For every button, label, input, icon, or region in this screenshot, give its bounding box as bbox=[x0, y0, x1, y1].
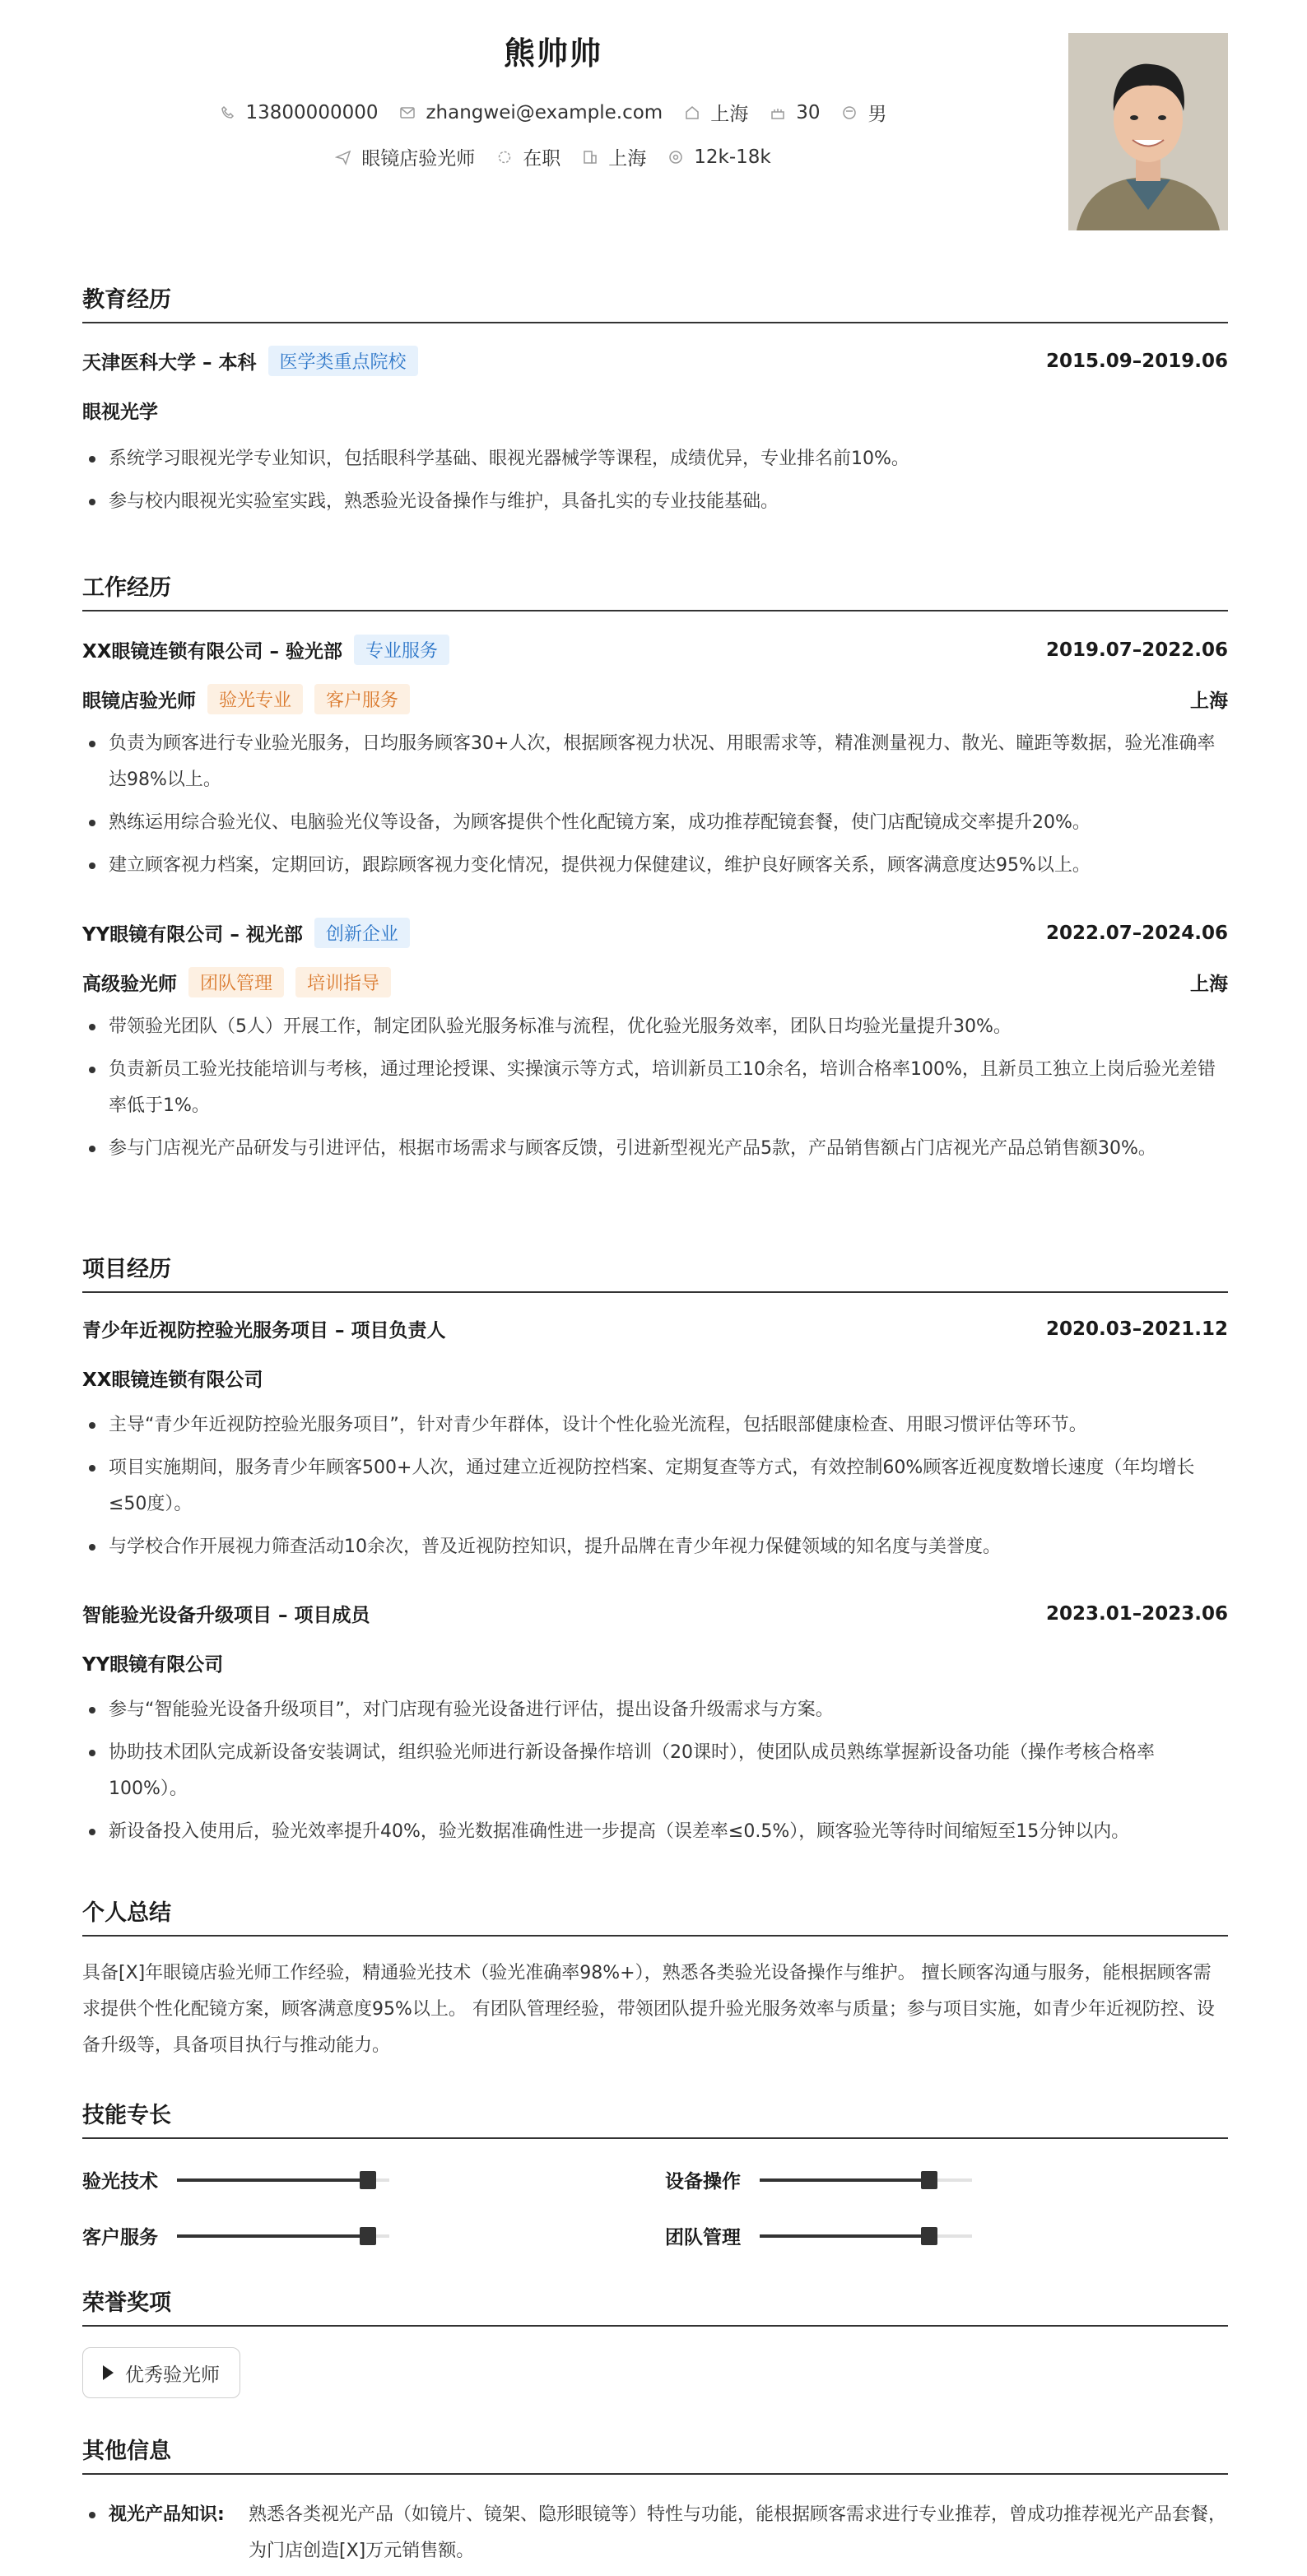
list-item: 参与校内眼视光实验室实践，熟悉验光设备操作与维护，具备扎实的专业技能基础。 bbox=[82, 484, 1228, 520]
contact-row bbox=[82, 99, 1024, 126]
phone-icon bbox=[220, 105, 236, 121]
list-item: 负责新员工验光技能培训与考核，通过理论授课、实操演示等方式，培训新员工10余名，培训合格率100%，且新员工独立上岗后验光差错率低于1%。 bbox=[82, 1052, 1228, 1124]
project-org: XX眼镜连锁有限公司 bbox=[82, 1369, 263, 1391]
list-item: 新设备投入使用后，验光效率提升40%，验光数据准确性进一步提高（误差率≤0.5%），顾客验光等待时间缩短至15分钟以内。 bbox=[82, 1814, 1228, 1850]
school-tag: 医学类重点院校 bbox=[268, 346, 418, 376]
education-section bbox=[82, 281, 1228, 323]
project-header-row bbox=[82, 1315, 1228, 1342]
job-header-row bbox=[82, 918, 1228, 948]
project-bullets bbox=[82, 1407, 1228, 1572]
list-item: 熟练运用综合验光仪、电脑验光仪等设备，为顾客提供个性化配镜方案，成功推荐配镜套餐，使门店配镜成交率提升20%。 bbox=[82, 805, 1228, 841]
other-info-value: 熟悉各类视光产品（如镜片、镜架、隐形眼镜等）特性与功能，能根据顾客需求进行专业推荐，曾成功推荐视光产品套餐，为门店创造[X]万元销售额。 bbox=[249, 2504, 1227, 2561]
job-bullets bbox=[82, 1009, 1228, 1174]
project-name: 青少年近视防控验光服务项目 – 项目负责人 bbox=[82, 1320, 446, 1341]
bullet-dot bbox=[82, 2497, 109, 2569]
phone-info bbox=[220, 102, 379, 123]
company-tag: 专业服务 bbox=[354, 635, 449, 665]
skill-name: 设备操作 bbox=[665, 2171, 741, 2192]
resume-page bbox=[82, 0, 1228, 2561]
list-item: 带领验光团队（5人）开展工作，制定团队验光服务标准与流程，优化验光服务效率，团队日均验光量提升30%。 bbox=[82, 1009, 1228, 1045]
section-title: 其他信息 bbox=[82, 2433, 1228, 2475]
section-title: 技能专长 bbox=[82, 2097, 1228, 2139]
skill-tag: 团队管理 bbox=[188, 967, 284, 997]
job-position-row bbox=[82, 967, 1228, 997]
resume-header bbox=[82, 0, 1228, 247]
major-row bbox=[82, 397, 1228, 424]
skill-item bbox=[82, 2222, 389, 2249]
list-item: 参与门店视光产品研发与引进评估，根据市场需求与顾客反馈，引进新型视光产品5款，产品销售额占门店视光产品总销售额30%。 bbox=[82, 1131, 1228, 1167]
email-info bbox=[399, 102, 663, 123]
skill-fill bbox=[760, 2178, 929, 2182]
school-name: 天津医科大学 – 本科 bbox=[82, 352, 257, 374]
project-date: 2020.03–2021.12 bbox=[1045, 1318, 1228, 1340]
building-icon bbox=[582, 149, 598, 165]
summary-section bbox=[82, 1895, 1228, 1937]
project-name: 智能验光设备升级项目 – 项目成员 bbox=[82, 1605, 370, 1626]
job-status-text: 在职 bbox=[523, 148, 561, 170]
section-title: 工作经历 bbox=[82, 570, 1228, 611]
company-name: XX眼镜连锁有限公司 – 验光部 bbox=[82, 641, 342, 663]
age-text: 30 bbox=[796, 101, 821, 123]
job-date: 2022.07–2024.06 bbox=[1045, 922, 1228, 944]
city-text: 上海 bbox=[710, 104, 749, 125]
phone-text: 13800000000 bbox=[245, 101, 379, 123]
skill-bar bbox=[177, 2234, 389, 2238]
education-bullets bbox=[82, 441, 1228, 527]
skill-level-marker bbox=[360, 2171, 376, 2189]
job-bullets bbox=[82, 726, 1228, 890]
list-item: 负责为顾客进行专业验光服务，日均服务顾客30+人次，根据顾客视力状况、用眼需求等，精准测量视力、散光、瞳距等数据，验光准确率达98%以上。 bbox=[82, 726, 1228, 798]
project-org-row bbox=[82, 1649, 1228, 1676]
projects-section bbox=[82, 1251, 1228, 1293]
project-bullets bbox=[82, 1692, 1228, 1857]
skill-bar bbox=[760, 2178, 972, 2182]
skills-section bbox=[82, 2097, 1228, 2139]
gender-text: 男 bbox=[867, 104, 887, 125]
skill-level-marker bbox=[921, 2171, 937, 2189]
salary-icon bbox=[667, 149, 684, 165]
award-name: 优秀验光师 bbox=[125, 2364, 220, 2386]
project-date: 2023.01–2023.06 bbox=[1045, 1602, 1228, 1625]
skill-fill bbox=[760, 2234, 929, 2238]
project-org: YY眼镜有限公司 bbox=[82, 1654, 224, 1676]
section-title: 教育经历 bbox=[82, 281, 1228, 323]
skill-tag: 验光专业 bbox=[207, 684, 303, 714]
play-icon bbox=[103, 2365, 114, 2380]
job-location: 上海 bbox=[1190, 974, 1228, 995]
project-header-row bbox=[82, 1600, 1228, 1627]
company-name: YY眼镜有限公司 – 视光部 bbox=[82, 924, 303, 946]
skill-name: 团队管理 bbox=[665, 2227, 741, 2248]
position-name: 高级验光师 bbox=[82, 974, 177, 995]
work-section bbox=[82, 570, 1228, 611]
education-date: 2015.09–2019.06 bbox=[1045, 350, 1228, 372]
major-name: 眼视光学 bbox=[82, 402, 158, 423]
list-item: 项目实施期间，服务青少年顾客500+人次，通过建立近视防控档案、定期复查等方式，有效控制60%顾客近视度数增长速度（年均增长≤50度）。 bbox=[82, 1450, 1228, 1523]
target-city-info bbox=[582, 143, 646, 170]
list-item: 与学校合作开展视力筛查活动10余次，普及近视防控知识，提升品牌在青少年视力保健领域的知名度与美誉度。 bbox=[82, 1529, 1228, 1565]
job-intent-row bbox=[82, 143, 1024, 170]
job-location: 上海 bbox=[1190, 690, 1228, 712]
summary-text: 具备[X]年眼镜店验光师工作经验，精通验光技术（验光准确率98%+），熟悉各类验光设备操作与维护。 擅长顾客沟通与服务，能根据顾客需求提供个性化配镜方案，顾客满意度95%以上。 有团队管理经验，带领团队提升验光服务效率与质量；参与项目实施，如青少年近视防控、设备升级等，具备项目执行与推动能力。 bbox=[82, 1963, 1215, 2056]
job-date: 2019.07–2022.06 bbox=[1045, 639, 1228, 661]
project-org-row bbox=[82, 1365, 1228, 1392]
skill-name: 验光技术 bbox=[82, 2171, 158, 2192]
target-position-text: 眼镜店验光师 bbox=[361, 148, 476, 170]
skill-item bbox=[665, 2166, 972, 2193]
skill-item bbox=[82, 2166, 389, 2193]
salary-info bbox=[667, 146, 770, 168]
gender-info bbox=[841, 99, 886, 126]
award-item[interactable] bbox=[82, 2347, 240, 2398]
skill-fill bbox=[177, 2178, 368, 2182]
list-item: 建立顾客视力档案，定期回访，跟踪顾客视力变化情况，提供视力保健建议，维护良好顾客关系，顾客满意度达95%以上。 bbox=[82, 848, 1228, 884]
city-info bbox=[684, 99, 748, 126]
awards-section bbox=[82, 2285, 1228, 2327]
skill-level-marker bbox=[921, 2227, 937, 2245]
job-position-row bbox=[82, 684, 1228, 714]
profile-photo bbox=[1068, 33, 1228, 230]
company-tag: 创新企业 bbox=[314, 918, 410, 948]
gender-icon bbox=[841, 105, 858, 121]
list-item: 参与“智能验光设备升级项目”，对门店现有验光设备进行评估，提出设备升级需求与方案。 bbox=[82, 1692, 1228, 1728]
age-info bbox=[770, 102, 820, 123]
location-icon bbox=[684, 105, 700, 121]
salary-text: 12k-18k bbox=[694, 146, 771, 168]
section-title: 项目经历 bbox=[82, 1251, 1228, 1293]
other-info-key: 视光产品知识: bbox=[109, 2504, 225, 2525]
skill-tag: 培训指导 bbox=[295, 967, 391, 997]
send-icon bbox=[335, 149, 351, 165]
mail-icon bbox=[399, 105, 416, 121]
other-info-item bbox=[82, 2497, 1228, 2569]
skill-item bbox=[665, 2222, 972, 2249]
skill-bar bbox=[760, 2234, 972, 2238]
job-header-row bbox=[82, 635, 1228, 665]
target-position-info bbox=[335, 143, 475, 170]
age-icon bbox=[770, 105, 786, 121]
email-text: zhangwei@example.com bbox=[426, 101, 663, 123]
status-icon bbox=[496, 149, 513, 165]
list-item: 主导“青少年近视防控验光服务项目”，针对青少年群体，设计个性化验光流程，包括眼部健康检查、用眼习惯评估等环节。 bbox=[82, 1407, 1228, 1444]
skill-bar bbox=[177, 2178, 389, 2182]
skill-fill bbox=[177, 2234, 368, 2238]
candidate-name: 熊帅帅 bbox=[503, 35, 602, 72]
position-name: 眼镜店验光师 bbox=[82, 690, 196, 712]
skill-tag: 客户服务 bbox=[314, 684, 410, 714]
target-city-text: 上海 bbox=[608, 148, 647, 170]
list-item: 协助技术团队完成新设备安装调试，组织验光师进行新设备操作培训（20课时），使团队成员熟练掌握新设备功能（操作考核合格率100%）。 bbox=[82, 1735, 1228, 1807]
section-title: 荣誉奖项 bbox=[82, 2285, 1228, 2327]
other-section bbox=[82, 2433, 1228, 2475]
skill-name: 客户服务 bbox=[82, 2227, 158, 2248]
job-status-info bbox=[496, 143, 560, 170]
education-header-row bbox=[82, 346, 1228, 376]
section-title: 个人总结 bbox=[82, 1895, 1228, 1937]
skill-level-marker bbox=[360, 2227, 376, 2245]
list-item: 系统学习眼视光学专业知识，包括眼科学基础、眼视光器械学等课程，成绩优异，专业排名前10%。 bbox=[82, 441, 1228, 477]
